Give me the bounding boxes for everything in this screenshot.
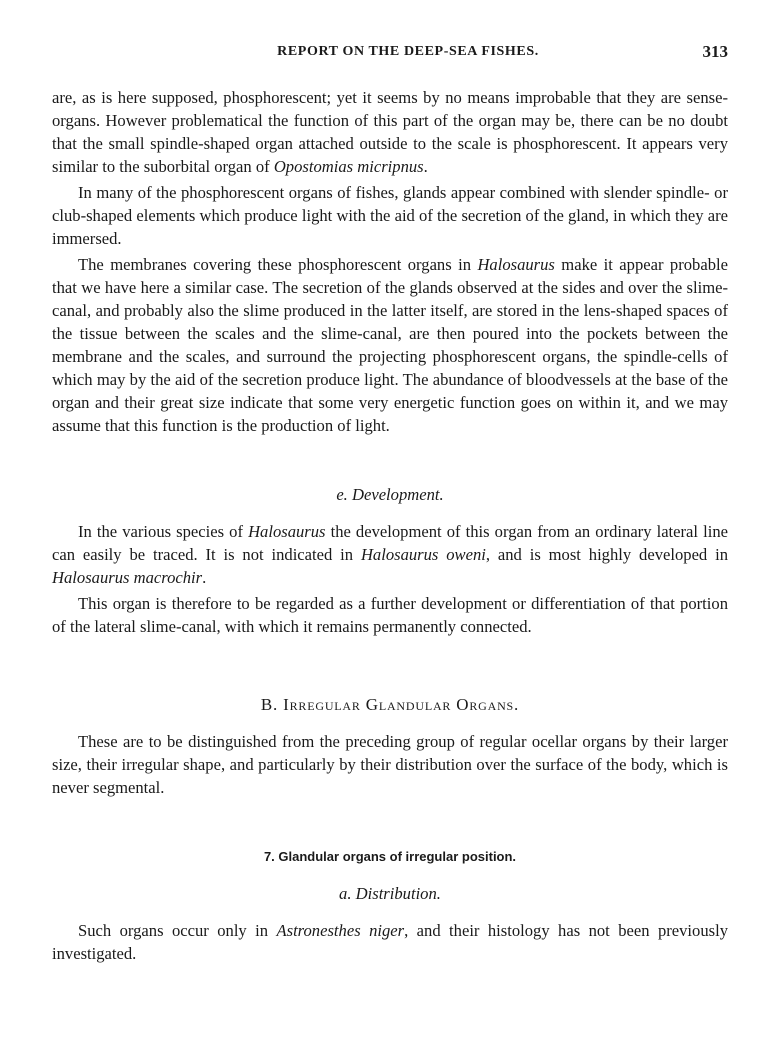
- text-run: , and is most highly developed in: [485, 545, 728, 564]
- page-body: [52, 86, 728, 965]
- text-run: .: [202, 568, 207, 587]
- text-run: The membranes covering these phosphorescent organs in: [78, 255, 478, 274]
- paragraph-continuation: [52, 86, 728, 178]
- paragraph-differentiation: This organ is therefore to be regarded as a further development or differentiation of that portion of the lateral slime-canal, with which it remains permanently connected.: [52, 594, 728, 636]
- text-run: make it appear probable that we have here a similar case. The secretion of the glands observed at the sides and over the slime-canal, and probably also the slime produced in the latter itself, are stored in the lens-shaped spaces of the tissue between the scales and the slime-canal, are then poured into the pockets between the membrane and the scales, and surround the projecting phosphorescent organs, the spindle-cells of which may by the aid of the secretion produce light. The abundance of bloodvessels at the base of the organ and their great size indicate that some very energetic function goes on within it, and we may assume that this function is the production of light.: [52, 255, 728, 435]
- text-run: the development of this organ from an ordinary lateral line can easily be traced. It is not indicated in: [52, 522, 728, 564]
- species-name: Halosaurus: [477, 255, 555, 274]
- species-name: Halosaurus oweni: [360, 545, 486, 564]
- species-name: Astronesthes niger: [276, 921, 405, 940]
- text-run: .: [423, 157, 428, 176]
- paragraph-membranes: [52, 253, 728, 437]
- species-name: Halosaurus macrochir: [52, 568, 203, 587]
- text-run: In the various species of: [78, 522, 249, 541]
- paragraph-development: [52, 520, 728, 589]
- text-run: , and their histology has not been previously investigated.: [52, 921, 728, 963]
- section-heading-irregular-glandular-organs: B. Irregular Glandular Organs.: [260, 695, 520, 714]
- running-header: [52, 44, 728, 68]
- paragraph-phosphorescent-organs: In many of the phosphorescent organs of fishes, glands appear combined with slender spindle- or club-shaped elements which produce light with the aid of the secretion of the gland, in which they are immersed.: [52, 183, 728, 248]
- subsection-heading-distribution: a. Distribution.: [339, 884, 441, 903]
- text-run: Such organs occur only in: [78, 921, 277, 940]
- paragraph-distribution: [52, 919, 728, 965]
- paragraph-irregular-organs: These are to be distinguished from the preceding group of regular ocellar organs by their larger size, their irregular shape, and particularly by their distribution over the surface of the body, which is never segmental.: [52, 732, 728, 797]
- section-heading-glandular-organs-irregular-position: 7. Glandular organs of irregular position.: [263, 849, 517, 864]
- species-name: Opostomias micripnus: [273, 157, 424, 176]
- subsection-heading-development: e. Development.: [336, 485, 444, 504]
- species-name: Halosaurus: [248, 522, 326, 541]
- page-number: 313: [702, 42, 728, 61]
- text-run: are, as is here supposed, phosphorescent; yet it seems by no means improbable that they are sense-organs. However problematical the function of this part of the organ may be, there can be no doubt that the small spindle-shaped organ attached outside to the scale is phosphorescent. It appears very similar to the suborbital organ of: [52, 88, 728, 176]
- running-title: REPORT ON THE DEEP-SEA FISHES.: [277, 44, 539, 59]
